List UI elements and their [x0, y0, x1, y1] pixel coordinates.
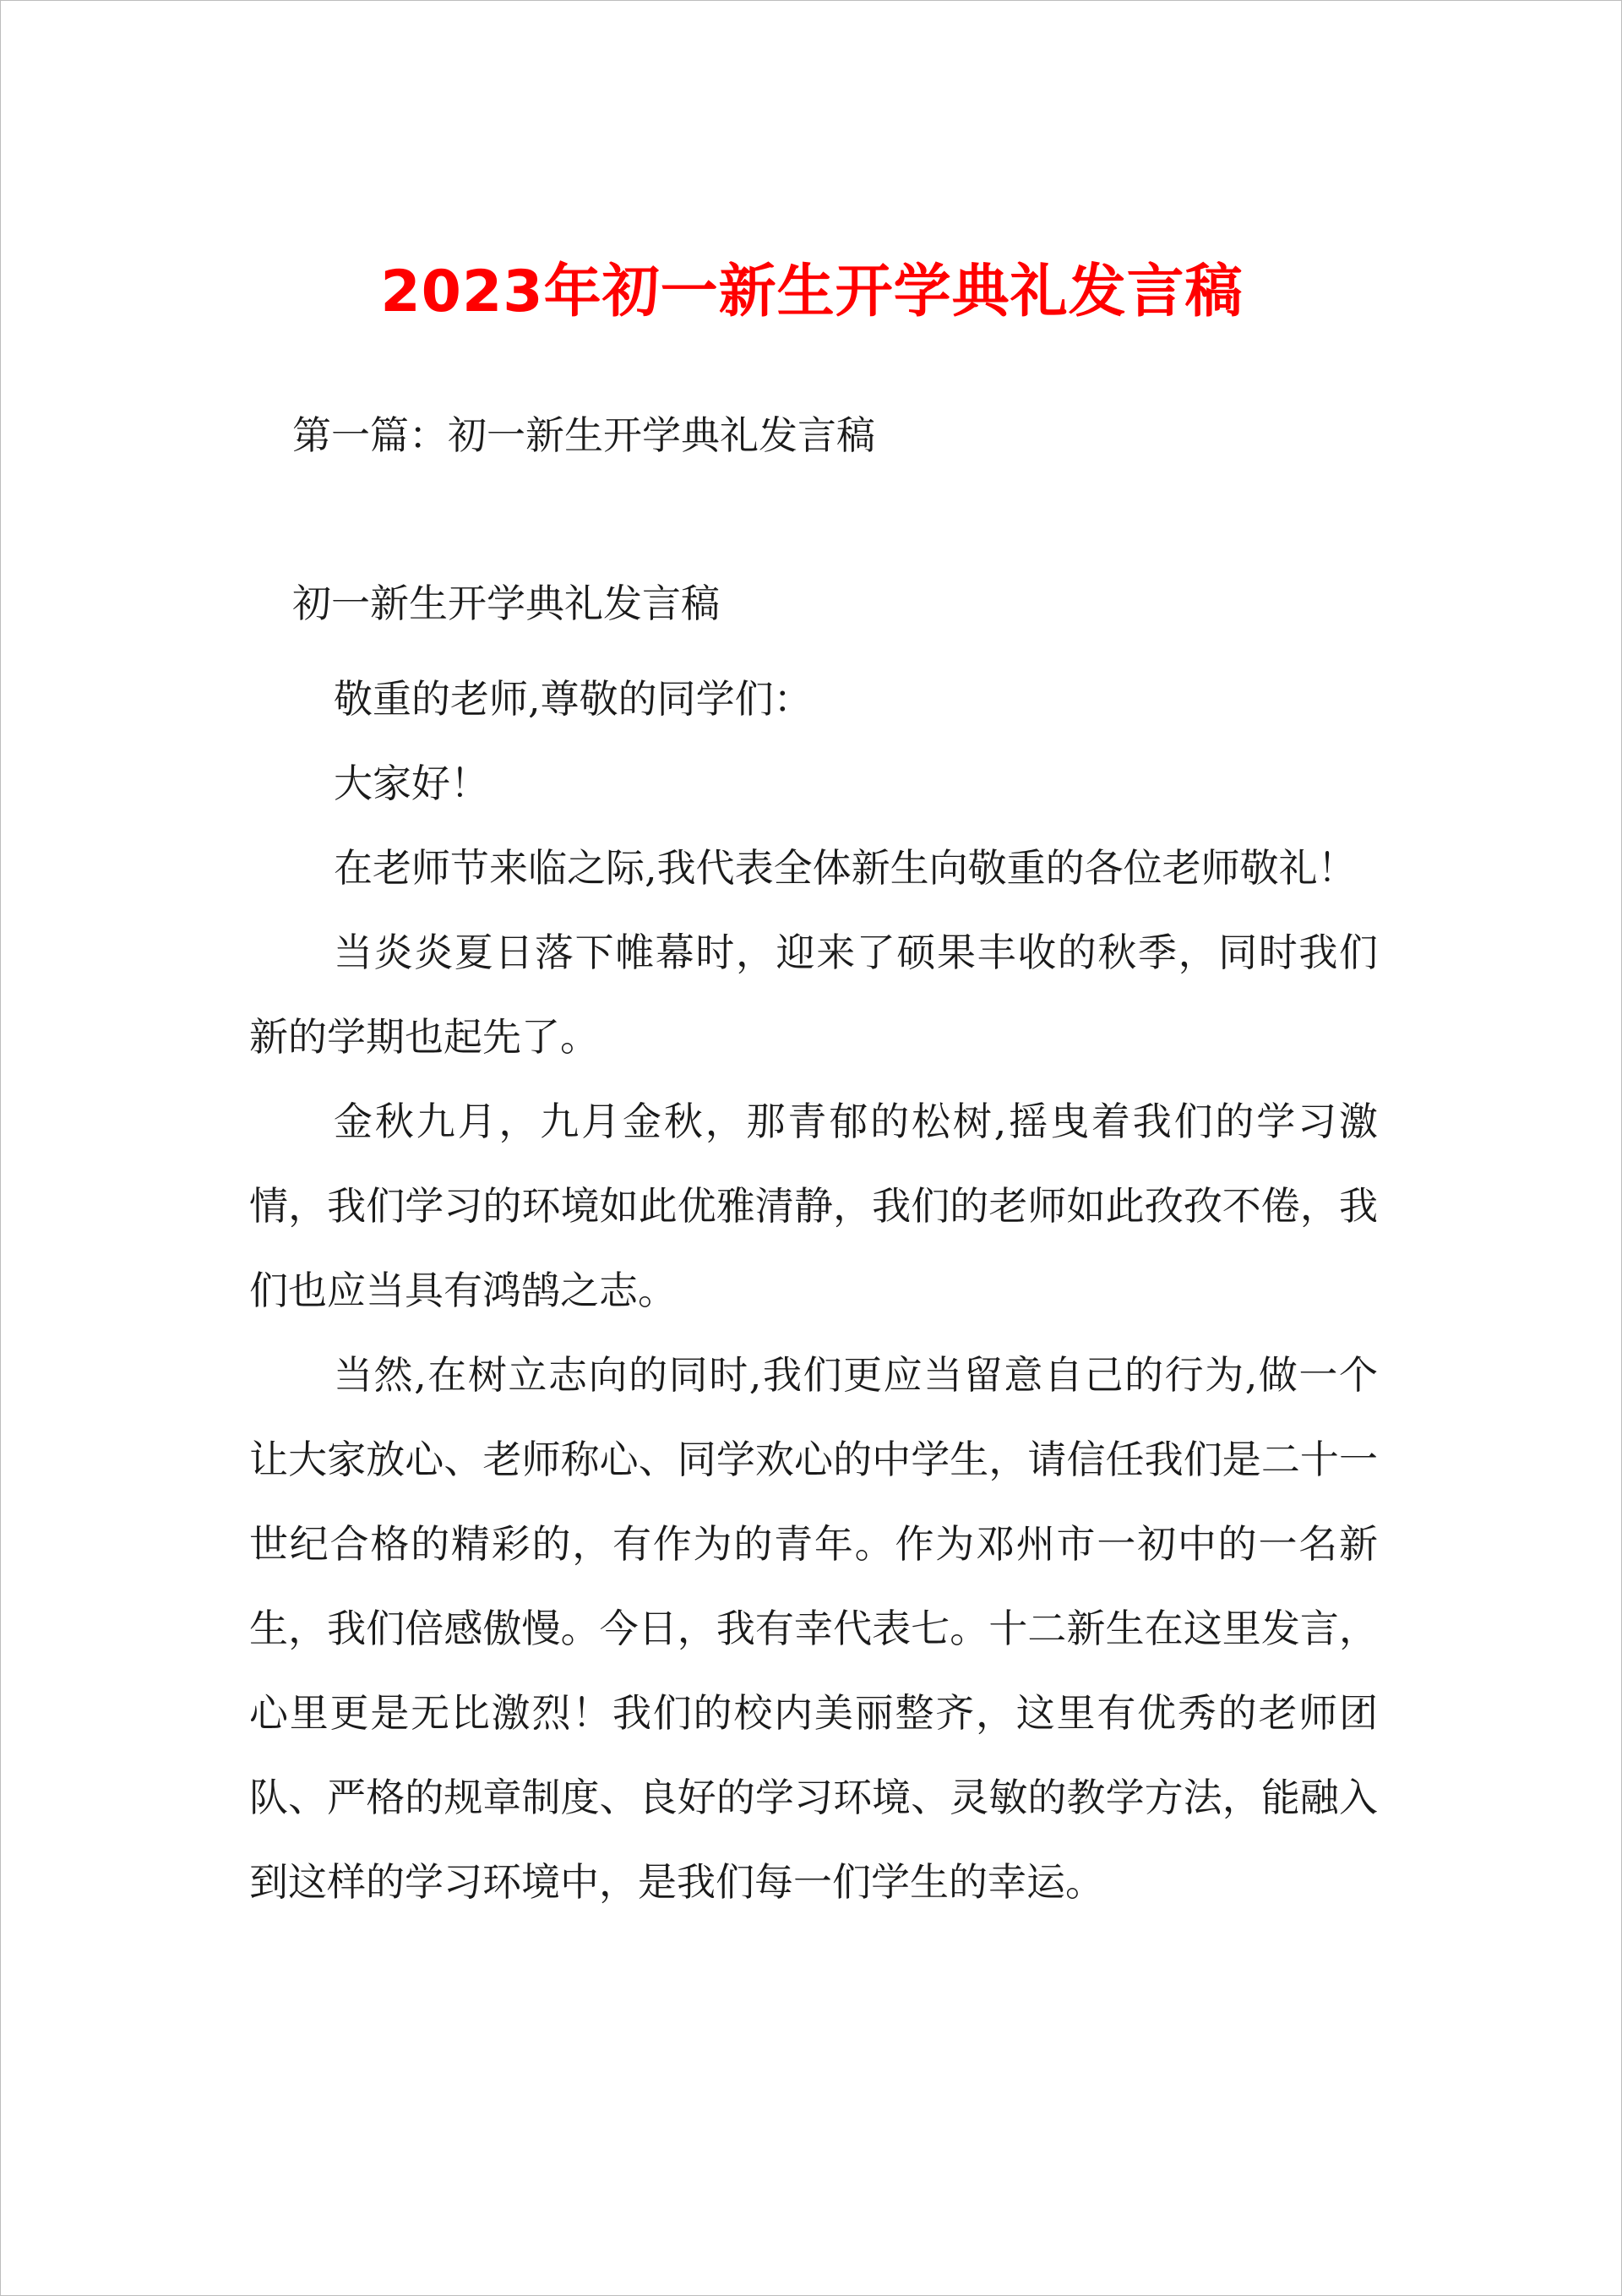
document-title: 2023年初一新生开学典礼发言稿: [380, 259, 1244, 325]
paragraph-autumn: 当炎炎夏日落下帷幕时，迎来了硕果丰收的秋季，同时我们新的学期也起先了。: [249, 930, 1378, 1060]
paragraph-teachers-day: 在老师节来临之际,我代表全体新生向敬重的各位老师敬礼！: [334, 845, 1357, 891]
paragraph-ambition: 当然,在树立志向的同时,我们更应当留意自己的行为,做一个让大家放心、老师称心、同学欢心的中学生，请信任我们是二十一世纪合格的精彩的，有作为的青年。作为邓州市一初中的一名新生，我们倍感傲慢。今日，我有幸代表七。十二新生在这里发言，心里更是无比激烈！我们的校内美丽整齐，这里有优秀的老师团队、严格的规章制度、良好的学习环境、灵敏的教学方法，能融入到这样的学习环境中，是我们每一们学生的幸运。: [249, 1352, 1378, 1905]
paragraph-salutation: 敬重的老师,尊敬的同学们：: [334, 676, 813, 722]
section-heading: 第一篇：初一新生开学典礼发言稿: [292, 412, 875, 458]
speech-body: [249, 657, 1378, 1924]
paragraph-greeting: 大家好！: [334, 761, 489, 806]
paragraph-golden-autumn: 金秋九月，九月金秋，那青郁的松树,摇曳着我们的学习激情，我们学习的环境如此优雅清静，我们的老师如此孜孜不倦，我们也应当具有鸿鹄之志。: [249, 1099, 1378, 1313]
speech-title: 初一新生开学典礼发言稿: [292, 581, 720, 626]
